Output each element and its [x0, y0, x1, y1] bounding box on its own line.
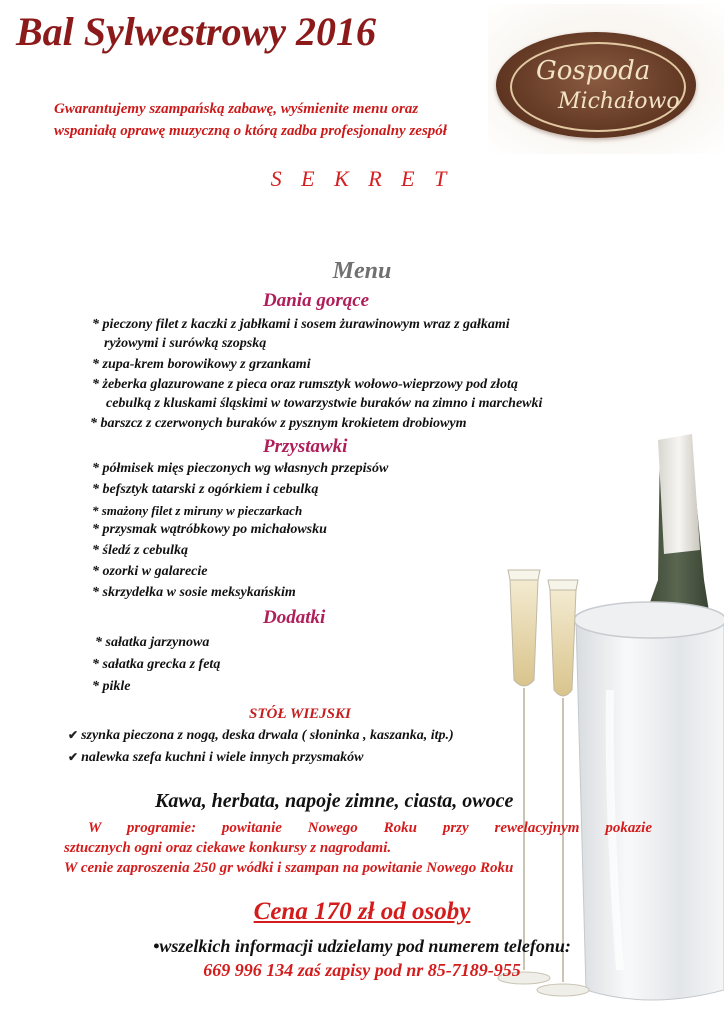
menu-item: * przysmak wątróbkowy po michałowsku	[92, 522, 327, 537]
program-line: sztucznych ogni oraz ciekawe konkursy z nagrodami.	[64, 840, 392, 856]
checkmark-icon: ✔	[68, 728, 79, 742]
menu-item: * skrzydełka w sosie meksykańskim	[92, 585, 296, 600]
menu-item: ryżowymi i surówką szopską	[104, 336, 267, 351]
price: Cena 170 zł od osoby	[253, 898, 471, 925]
intro-line: Gwarantujemy szampańską zabawę, wyśmienite menu oraz	[54, 101, 419, 117]
program-line: W cenie zaproszenia 250 gr wódki i szampan na powitanie Nowego Roku	[64, 860, 514, 876]
menu-item: * pikle	[92, 679, 131, 694]
checkmark-icon: ✔	[68, 750, 79, 764]
menu-item: * ozorki w galarecie	[92, 564, 208, 579]
champagne-illustration	[490, 430, 724, 1024]
band-name: S E K R E T	[270, 166, 454, 191]
phone-numbers: 669 996 134 zaś zapisy pod nr 85-7189-955	[203, 960, 521, 980]
menu-item: * barszcz z czerwonych buraków z pysznym krokietem drobiowym	[90, 416, 467, 431]
logo-text-gospoda: Gospoda	[536, 56, 651, 86]
section-title-przystawki: Przystawki	[263, 436, 348, 457]
menu-item: * sałatka grecka z fetą	[92, 657, 221, 672]
program-line: W programie: powitanie Nowego Roku przy rewelacyjnym pokazie	[88, 820, 652, 836]
stol-item	[68, 728, 454, 744]
intro-text	[54, 98, 524, 142]
menu-item: * smażony filet z miruny w pieczarkach	[92, 503, 303, 518]
menu-item: * śledź z cebulką	[92, 543, 189, 558]
stol-item	[68, 750, 363, 766]
logo-text-michalowo: Michałowo	[558, 89, 680, 114]
menu-item: * sałatka jarzynowa	[95, 635, 210, 650]
page-title: Bal Sylwestrowy 2016	[16, 9, 377, 54]
program-text	[64, 818, 652, 878]
intro-line: wspaniałą oprawę muzyczną o którą zadba profesjonalny zespół	[54, 123, 447, 139]
stol-wiejski-title: STÓŁ WIEJSKI	[249, 706, 351, 722]
menu-item: * befsztyk tatarski z ogórkiem i cebulką	[92, 482, 319, 497]
stol-item-text: szynka pieczona z nogą, deska drwala ( słoninka , kaszanka, itp.)	[81, 728, 454, 743]
menu-item: * zupa-krem borowikowy z grzankami	[92, 357, 311, 372]
section-title-dania-gorace: Dania gorące	[263, 290, 370, 311]
menu-item: cebulką z kluskami śląskimi w towarzystwie buraków na zimno i marchewki	[106, 396, 543, 411]
info-line: •wszelkich informacji udzielamy pod numerem telefonu:	[153, 936, 571, 956]
menu-item: * pieczony filet z kaczki z jabłkami i sosem żurawinowym wraz z gałkami	[92, 317, 510, 332]
drinks-line: Kawa, herbata, napoje zimne, ciasta, owoce	[155, 790, 514, 812]
menu-heading: Menu	[332, 258, 392, 284]
menu-item: * półmisek mięs pieczonych wg własnych przepisów	[92, 461, 389, 476]
menu-item: * żeberka glazurowane z pieca oraz rumsztyk wołowo-wieprzowy pod złotą	[92, 377, 518, 392]
section-title-dodatki: Dodatki	[263, 607, 326, 628]
stol-item-text: nalewka szefa kuchni i wiele innych przysmaków	[81, 750, 364, 765]
